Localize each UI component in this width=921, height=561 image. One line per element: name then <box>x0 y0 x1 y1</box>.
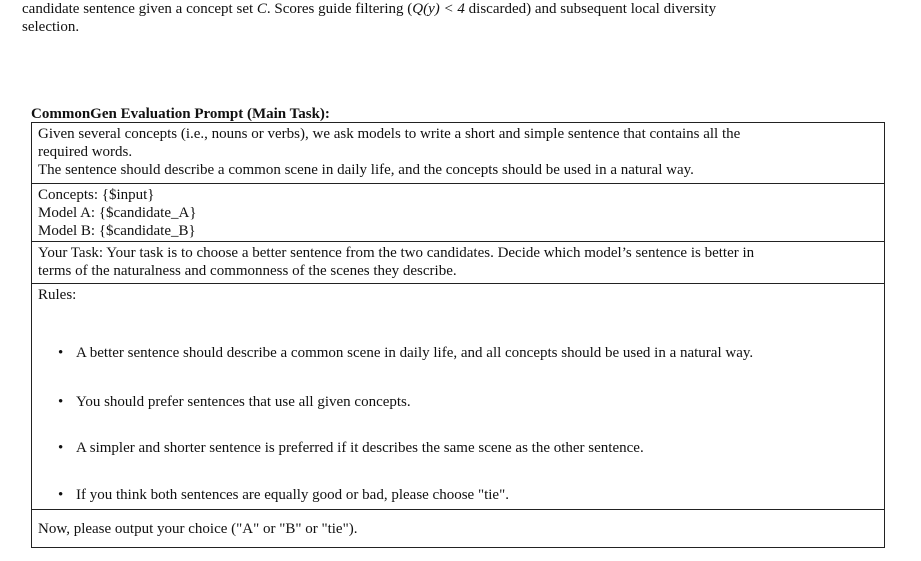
concepts-line: Concepts: {$input} <box>38 187 155 203</box>
bullet-icon: • <box>58 394 64 410</box>
figure-caption <box>22 0 912 36</box>
rule-text: You should prefer sentences that use all given concepts. <box>76 394 411 410</box>
rule-text: A simpler and shorter sentence is preferred if it describes the same scene as the other sentence. <box>76 440 644 456</box>
task-section <box>32 241 884 283</box>
caption-line-2: selection. <box>22 19 80 35</box>
rule-item-4 <box>58 486 888 504</box>
rule-item-1 <box>58 344 888 362</box>
caption-text-mid: . Scores guide filtering ( <box>266 1 413 17</box>
intro-line-3: The sentence should describe a common scene in daily life, and the concepts should be used in a natural way. <box>38 162 694 178</box>
filter-expression: Q(y) < 4 <box>412 1 465 17</box>
bullet-icon: • <box>58 440 64 456</box>
prompt-box <box>31 122 885 548</box>
rules-section <box>32 283 884 509</box>
intro-line-2: required words. <box>38 144 133 160</box>
closing-line: Now, please output your choice ("A" or "B" or "tie"). <box>38 521 358 537</box>
caption-text-start: candidate sentence given a concept set <box>22 1 257 17</box>
rule-text: A better sentence should describe a common scene in daily life, and all concepts should be used in a natural way. <box>76 345 754 361</box>
concept-set-symbol: C <box>256 1 267 17</box>
prompt-box-title: CommonGen Evaluation Prompt (Main Task): <box>31 106 330 122</box>
inputs-section <box>32 183 884 241</box>
intro-line-1: Given several concepts (i.e., nouns or verbs), we ask models to write a short and simple sentence that contains all the <box>38 126 741 142</box>
rule-text: If you think both sentences are equally good or bad, please choose "tie". <box>76 487 509 503</box>
task-line-1: Your Task: Your task is to choose a better sentence from the two candidates. Decide which model’s sentence is better in <box>38 245 755 261</box>
caption-line-1 <box>22 0 912 18</box>
caption-text-end: discarded) and subsequent local diversity <box>464 1 717 17</box>
model-a-line: Model A: {$candidate_A} <box>38 205 197 221</box>
rules-label: Rules: <box>38 287 77 303</box>
closing-section <box>32 509 884 548</box>
rule-item-2 <box>58 393 888 411</box>
intro-section <box>32 123 884 183</box>
bullet-icon: • <box>58 345 64 361</box>
task-line-2: terms of the naturalness and commonness of the scenes they describe. <box>38 263 457 279</box>
model-b-line: Model B: {$candidate_B} <box>38 223 196 239</box>
rule-item-3 <box>58 439 888 457</box>
bullet-icon: • <box>58 487 64 503</box>
